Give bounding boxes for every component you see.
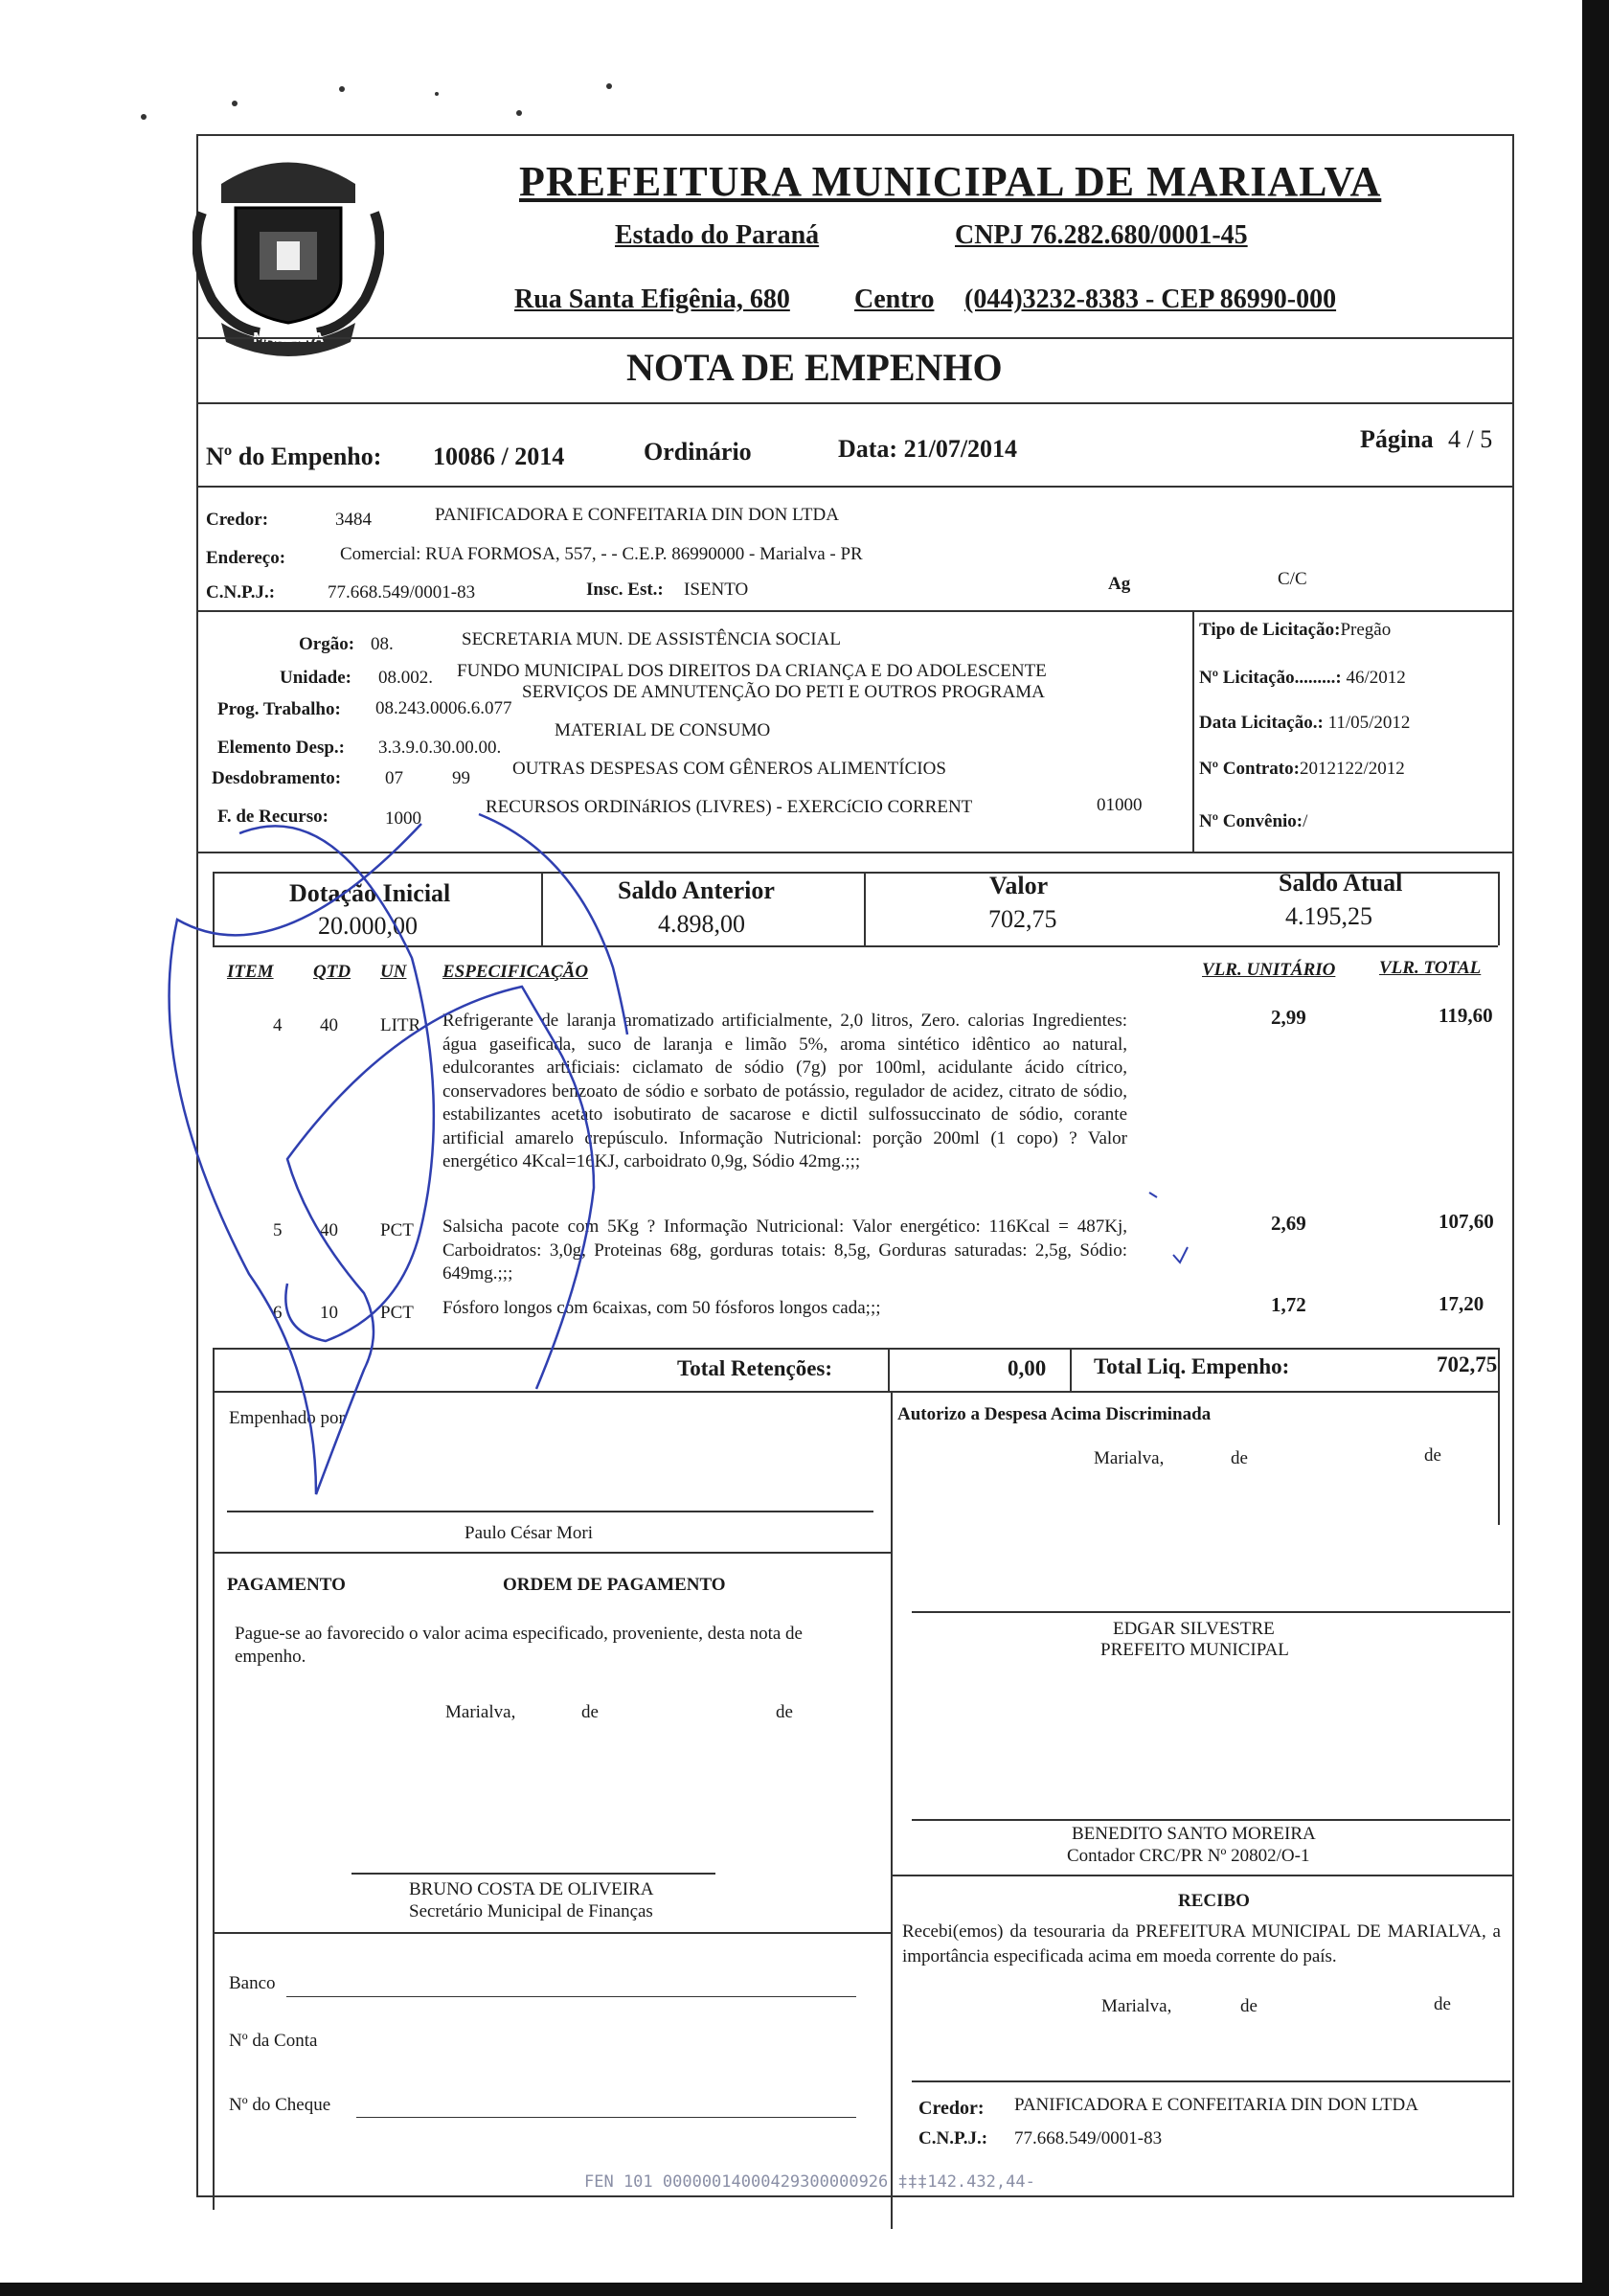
col-qtd: QTD xyxy=(313,962,351,982)
agency-label: Ag xyxy=(1108,574,1131,594)
district-name: Centro xyxy=(854,284,935,314)
col-item: ITEM xyxy=(227,962,274,982)
item-qtd: 10 xyxy=(320,1303,338,1323)
prefeito-title: PREFEITO MUNICIPAL xyxy=(1100,1640,1289,1660)
item-qtd: 40 xyxy=(320,1015,338,1035)
convenio-number: / xyxy=(1303,811,1308,831)
item-description: Refrigerante de laranja aromatizado artificialmente, 2,0 litros, Zero. calorias Ingredientes: água gaseificada, suco de laranja e limão 5%, aroma sintético idêntico ao natural, edulcorantes artificiais: ciclamato de sódio (7g) por 100ml, acidulante ácido cítrico, conservadores benzoato de sódio e sorbato de potássio, regulador de acidez, citrato de sódio, estabilizantes acetato isobutirato de sacarose e dictil sulfossuccinato de sódio, corante artificial amarelo crepúsculo. Informação Nutricional: porção 200ml (1 copo) ? Valor energético 4Kcal=16KJ, carboidrato 0,9g, Sódio 42mg.;;; xyxy=(442,1011,1127,1171)
item-total-price: 17,20 xyxy=(1439,1292,1484,1315)
credor-label: Credor: xyxy=(206,510,269,530)
item-unit-price: 2,99 xyxy=(1271,1006,1306,1029)
pague-place: Marialva, xyxy=(445,1702,516,1722)
elemento-label: Elemento Desp.: xyxy=(217,738,345,758)
desdobramento-label: Desdobramento: xyxy=(212,768,342,788)
saldo-anterior-label: Saldo Anterior xyxy=(618,876,775,904)
page-number: 4 / 5 xyxy=(1448,425,1493,453)
empenho-label: Nº do Empenho: xyxy=(206,443,382,470)
col-especificacao: ESPECIFICAÇÃO xyxy=(442,962,589,982)
credor-address: Comercial: RUA FORMOSA, 557, - - C.E.P. 86990000 - Marialva - PR xyxy=(340,544,863,564)
municipal-crest-icon xyxy=(193,146,384,361)
valor-label: Valor xyxy=(989,872,1049,899)
unidade-description: FUNDO MUNICIPAL DOS DIREITOS DA CRIANÇA E DO ADOLESCENTE xyxy=(457,661,1047,681)
recibo-credor-name: PANIFICADORA E CONFEITARIA DIN DON LTDA xyxy=(1014,2095,1418,2115)
orgao-code: 08. xyxy=(371,634,394,654)
desdobramento-code2: 99 xyxy=(452,768,470,788)
item-unit: LITR xyxy=(380,1015,421,1035)
item-total-price: 119,60 xyxy=(1439,1004,1493,1027)
recibo-place: Marialva, xyxy=(1101,1996,1172,2016)
pague-de2: de xyxy=(776,1702,793,1722)
autorizo-de2: de xyxy=(1424,1445,1441,1466)
item-qtd: 40 xyxy=(320,1220,338,1240)
dotacao-label: Dotação Inicial xyxy=(289,879,451,907)
recurso-description: RECURSOS ORDINáRIOS (LIVRES) - EXERCíCIO CORRENT xyxy=(486,797,973,817)
dotacao-value: 20.000,00 xyxy=(318,912,418,940)
item-unit: PCT xyxy=(380,1303,414,1323)
recibo-cnpj: 77.668.549/0001-83 xyxy=(1014,2128,1163,2148)
document-title: NOTA DE EMPENHO xyxy=(626,346,1003,389)
saldo-anterior-value: 4.898,00 xyxy=(658,910,745,938)
elemento-code: 3.3.9.0.30.00.00. xyxy=(378,738,502,758)
licitacao-date-label: Data Licitação.: 11/05/2012 xyxy=(1199,713,1411,733)
total-retencoes-label: Total Retenções: xyxy=(677,1356,833,1380)
cnpj-label: C.N.P.J.: xyxy=(206,582,276,602)
col-valor-unitario: VLR. UNITÁRIO xyxy=(1202,960,1336,980)
recurso-code2: 01000 xyxy=(1097,795,1143,815)
item-unit-price: 1,72 xyxy=(1271,1293,1306,1316)
credor-cnpj: 77.668.549/0001-83 xyxy=(328,582,476,602)
contrato-number: 2012122/2012 xyxy=(1299,759,1405,779)
prog-trabalho-description: SERVIÇOS DE AMNUTENÇÃO DO PETI E OUTROS PROGRAMA xyxy=(522,682,1045,702)
orgao-label: Orgão: xyxy=(299,634,355,654)
secretario-title: Secretário Municipal de Finanças xyxy=(409,1901,653,1921)
item-number: 6 xyxy=(273,1303,283,1323)
conta-label: Nº da Conta xyxy=(229,2031,318,2051)
recibo-label: RECIBO xyxy=(1178,1891,1250,1911)
item-unit: PCT xyxy=(380,1220,414,1240)
cheque-label: Nº do Cheque xyxy=(229,2095,331,2115)
pagamento-label: PAGAMENTO xyxy=(227,1575,346,1595)
contrato-label: Nº Contrato:2012122/2012 xyxy=(1199,759,1405,779)
item-description: Fósforo longos com 6caixas, com 50 fósforos longos cada;;; xyxy=(442,1298,881,1318)
municipality-title: PREFEITURA MUNICIPAL DE MARIALVA xyxy=(519,158,1382,205)
item-number: 4 xyxy=(273,1015,283,1035)
empenho-document xyxy=(196,134,1514,2197)
recibo-credor-label: Credor: xyxy=(918,2098,985,2119)
recibo-de1: de xyxy=(1240,1996,1258,2016)
pague-de1: de xyxy=(581,1702,599,1722)
credor-code: 3484 xyxy=(335,510,372,530)
credor-name: PANIFICADORA E CONFEITARIA DIN DON LTDA xyxy=(435,505,839,525)
state-name: Estado do Paraná xyxy=(615,220,820,250)
secretario-name: BRUNO COSTA DE OLIVEIRA xyxy=(409,1879,654,1899)
orgao-description: SECRETARIA MUN. DE ASSISTÊNCIA SOCIAL xyxy=(462,629,841,649)
recibo-de2: de xyxy=(1434,1994,1451,2014)
contador-title: Contador CRC/PR Nº 20802/O-1 xyxy=(1067,1846,1310,1866)
account-label: C/C xyxy=(1278,569,1307,589)
elemento-description: MATERIAL DE CONSUMO xyxy=(555,720,771,740)
desdobramento-code1: 07 xyxy=(385,768,403,788)
recurso-code: 1000 xyxy=(385,808,421,829)
col-un: UN xyxy=(380,962,407,982)
ordem-pagamento-label: ORDEM DE PAGAMENTO xyxy=(503,1575,726,1595)
pague-text: Pague-se ao favorecido o valor acima especificado, proveniente, desta nota de empenho. xyxy=(235,1624,803,1667)
unidade-code: 08.002. xyxy=(378,668,433,688)
empenho-date: Data: 21/07/2014 xyxy=(838,435,1018,463)
svg-text:MARIALVA: MARIALVA xyxy=(253,331,324,346)
empenho-number: 10086 / 2014 xyxy=(433,443,565,470)
licitacao-date: 11/05/2012 xyxy=(1327,713,1411,733)
street-address: Rua Santa Efigênia, 680 xyxy=(514,284,790,314)
recibo-cnpj-label: C.N.P.J.: xyxy=(918,2128,988,2148)
recibo-text: Recebi(emos) da tesouraria da PREFEITURA MUNICIPAL DE MARIALVA, a importância especificada acima em moeda corrente do país. xyxy=(902,1921,1501,1966)
total-liquido-value: 702,75 xyxy=(1437,1353,1498,1376)
tipo-licitacao-value: Pregão xyxy=(1340,620,1392,640)
empenho-type: Ordinário xyxy=(644,438,752,466)
item-description: Salsicha pacote com 5Kg ? Informação Nutricional: Valor energético: 116Kcal = 487Kj, Carboidratos: 3,0g, Proteinas 68g, gorduras totais: 8,5g, Gorduras saturadas: 2,5g, Sódio: 649mg.;;; xyxy=(442,1216,1127,1284)
scan-border-right xyxy=(1582,0,1609,2296)
recurso-label: F. de Recurso: xyxy=(217,807,329,827)
saldo-atual-label: Saldo Atual xyxy=(1279,869,1403,897)
municipality-cnpj: CNPJ 76.282.680/0001-45 xyxy=(955,220,1248,250)
autorizo-place: Marialva, xyxy=(1094,1448,1165,1468)
insc-value: ISENTO xyxy=(684,580,749,600)
unidade-label: Unidade: xyxy=(280,668,351,688)
insc-label: Insc. Est.: xyxy=(586,580,664,600)
endereco-label: Endereço: xyxy=(206,548,286,568)
valor-value: 702,75 xyxy=(988,905,1057,933)
licitacao-number-label: Nº Licitação.........: 46/2012 xyxy=(1199,668,1406,688)
total-liquido-label: Total Liq. Empenho: xyxy=(1094,1354,1290,1378)
autorizo-de1: de xyxy=(1231,1448,1248,1468)
prog-trabalho-label: Prog. Trabalho: xyxy=(217,699,341,719)
footer-code: FEN 101 00000014000429300000926 ‡‡‡142.432,44- xyxy=(584,2172,1035,2192)
autorizo-label: Autorizo a Despesa Acima Discriminada xyxy=(897,1404,1212,1424)
scan-border-bottom xyxy=(0,2283,1609,2296)
desdobramento-description: OUTRAS DESPESAS COM GÊNEROS ALIMENTÍCIOS xyxy=(512,759,946,779)
prefeito-name: EDGAR SILVESTRE xyxy=(1113,1619,1275,1639)
phone-cep: (044)3232-8383 - CEP 86990-000 xyxy=(964,284,1337,314)
item-unit-price: 2,69 xyxy=(1271,1212,1306,1235)
page-label: Página xyxy=(1360,425,1434,453)
empenhado-label: Empenhado por xyxy=(229,1408,345,1428)
prog-trabalho-code: 08.243.0006.6.077 xyxy=(375,698,512,718)
item-number: 5 xyxy=(273,1220,283,1240)
empenhado-name: Paulo César Mori xyxy=(465,1523,594,1543)
tipo-licitacao-label: Tipo de Licitação:Pregão xyxy=(1199,620,1392,640)
contador-name: BENEDITO SANTO MOREIRA xyxy=(1072,1824,1316,1844)
saldo-atual-value: 4.195,25 xyxy=(1285,902,1372,930)
item-total-price: 107,60 xyxy=(1439,1210,1494,1233)
total-retencoes-value: 0,00 xyxy=(1008,1356,1047,1380)
scan-specks xyxy=(0,0,670,134)
col-valor-total: VLR. TOTAL xyxy=(1379,958,1482,978)
banco-label: Banco xyxy=(229,1973,276,1993)
convenio-label: Nº Convênio:/ xyxy=(1199,811,1308,831)
licitacao-number: 46/2012 xyxy=(1346,668,1406,688)
